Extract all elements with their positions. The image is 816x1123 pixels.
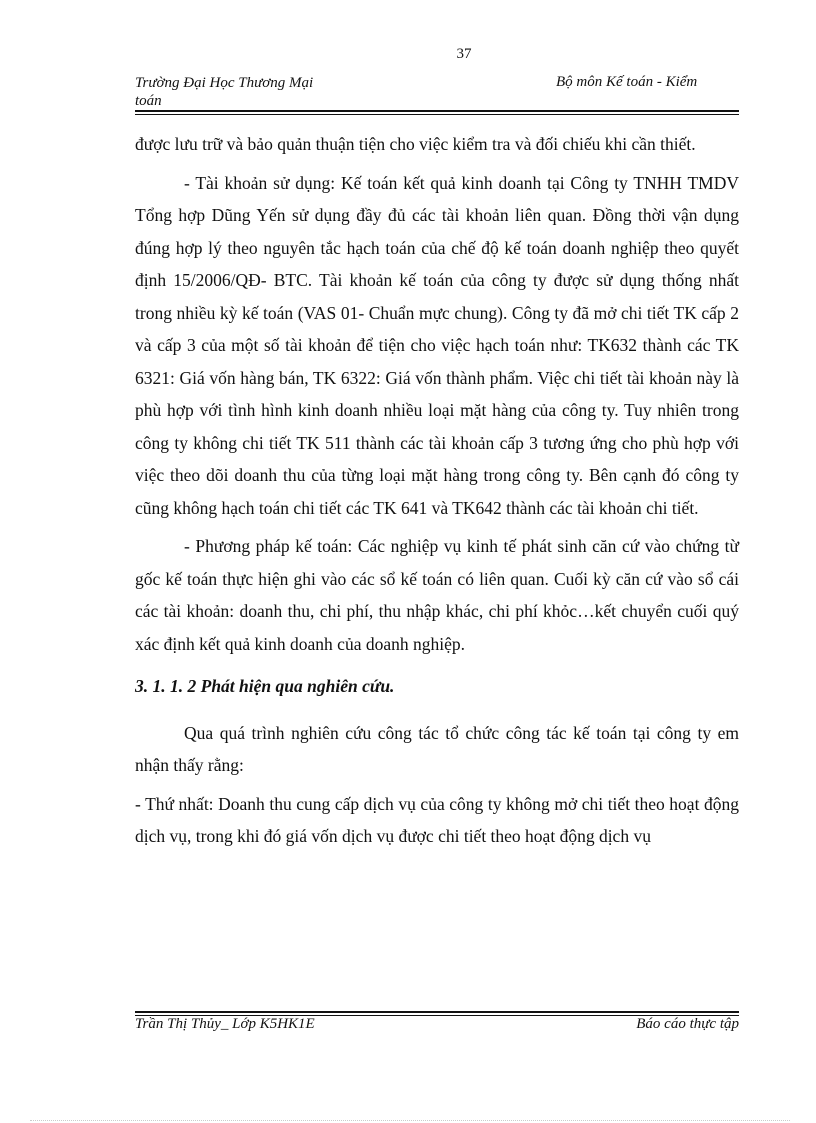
paragraph-3: - Phương pháp kế toán: Các nghiệp vụ kinh tế phát sinh căn cứ vào chứng từ gốc kế toán thực hiện ghi vào các sổ kế toán có liên quan. Cuối kỳ căn cứ vào sổ cái các tài khoản: doanh thu, chi phí, thu nhập khác, chi phí khỏc…kết chuyển cuối quý xác định kết quả kinh doanh của doanh nghiệp. [135,536,739,654]
page-number: 37 [456,46,472,62]
header-department: Bộ môn Kế toán - Kiểm [556,74,698,90]
paragraph-1: được lưu trữ và bảo quản thuận tiện cho việc kiểm tra và đối chiếu khi cần thiết. [135,134,696,154]
body-text [135,128,739,859]
header-school-cont: toán [135,93,162,109]
section-title: 3. 1. 1. 2 Phát hiện qua nghiên cứu. [135,676,395,696]
header-rule-thin [135,114,739,115]
header-left [135,74,313,110]
paragraph-4: Qua quá trình nghiên cứu công tác tổ chức công tác kế toán tại công ty em nhận thấy rằng: [135,722,739,775]
footer-report: Báo cáo thực tập [636,1016,739,1032]
page-edge-dots [30,1120,790,1121]
paragraph-5: - Thứ nhất: Doanh thu cung cấp dịch vụ của công ty không mở chi tiết theo hoạt động dịch vụ, trong khi đó giá vốn dịch vụ được chi tiết theo hoạt động dịch vụ [135,793,739,846]
footer-rule [135,1011,739,1013]
header-rule [135,110,739,112]
paragraph-2: - Tài khoản sử dụng: Kế toán kết quả kinh doanh tại Công ty TNHH TMDV Tổng hợp Dũng Yến sử dụng đầy đủ các tài khoản liên quan. Đồng thời vận dụng đúng hợp lý theo nguyên tắc hạch toán của chế độ kế toán doanh nghiệp theo quyết định 15/2006/QĐ- BTC. Tài khoản kế toán của công ty được sử dụng thống nhất trong nhiều kỳ kế toán (VAS 01- Chuẩn mực chung). Công ty đã mở chi tiết TK cấp 2 và cấp 3 của một số tài khoản để tiện cho việc hạch toán như: TK632 thành các TK 6321: Giá vốn hàng bán, TK 6322: Giá vốn thành phẩm. Việc chi tiết tài khoản này là phù hợp với tình hình kinh doanh nhiều loại mặt hàng của công ty. Tuy nhiên trong công ty không chi tiết TK 511 thành các tài khoản cấp 3 tương ứng cho phù hợp với việc theo dõi doanh thu của từng loại mặt hàng trong công ty. Bên cạnh đó công ty cũng không hạch toán chi tiết các TK 641 và TK642 thành các tài khoản chi tiết. [135,172,739,518]
header-school: Trường Đại Học Thương Mại [135,75,314,91]
footer-author: Trần Thị Thủy_ Lớp K5HK1E [135,1016,315,1032]
